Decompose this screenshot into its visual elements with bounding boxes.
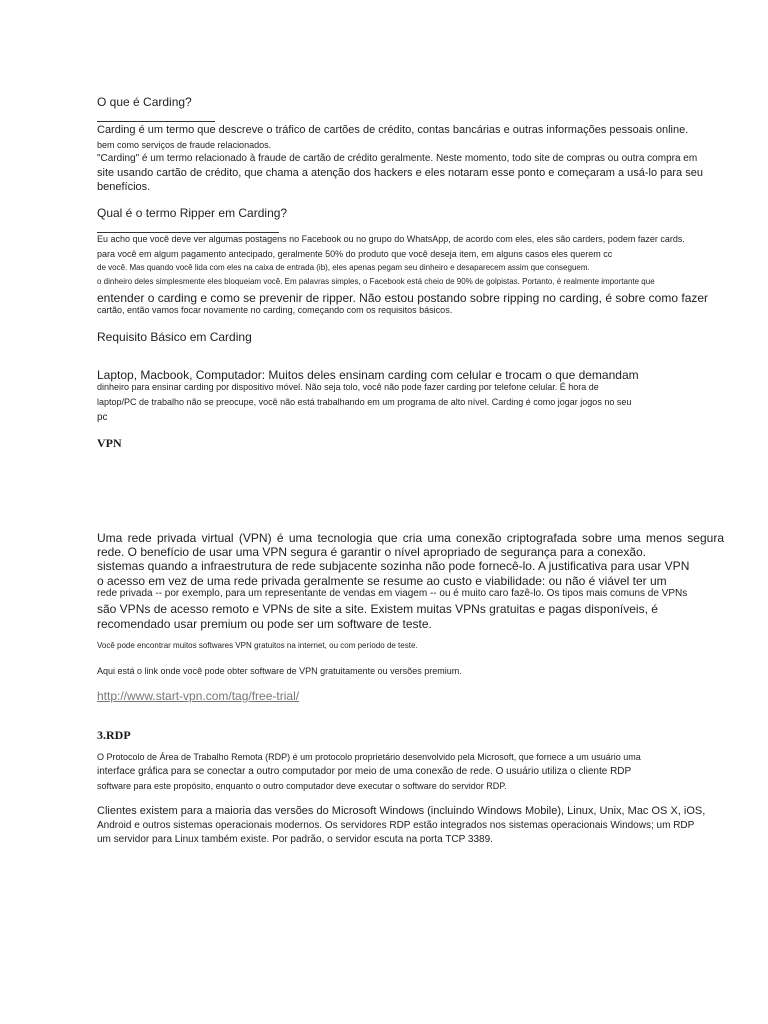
paragraph-line: um servidor para Linux também existe. Por padrão, o servidor escuta na porta TCP 3389.	[97, 834, 493, 845]
paragraph-line: de você. Mas quando você lida com eles na caixa de entrada (ib), eles apenas pegam seu dinheiro e desaparecem assim que conseguem.	[97, 263, 590, 272]
vpn-link-intro: Aqui está o link onde você pode obter software de VPN gratuitamente ou versões premium.	[97, 666, 462, 676]
paragraph-line: Clientes existem para a maioria das versões do Microsoft Windows (incluindo Windows Mobile), Linux, Unix, Mac OS X, iOS,	[97, 805, 706, 817]
paragraph-line: Android e outros sistemas operacionais modernos. Os servidores RDP estão integrados nos sistemas operacionais Windows; um RDP	[97, 820, 695, 831]
paragraph-line: cartão, então vamos focar novamente no carding, começando com os requisitos básicos.	[97, 305, 453, 315]
paragraph-line: o acesso em vez de uma rede privada geralmente se resume ao custo e viabilidade: ou não é viável ter um	[97, 574, 667, 588]
heading-vpn: VPN	[97, 436, 122, 450]
paragraph-line: Carding é um termo que descreve o tráfico de cartões de crédito, contas bancárias e outras informações pessoais online.	[97, 124, 689, 136]
paragraph-line: site usando cartão de crédito, que chama a atenção dos hackers e eles notaram esse ponto e começaram a usá-lo para seu	[97, 167, 703, 179]
paragraph-line: benefícios.	[97, 181, 151, 193]
paragraph-line: sistemas quando a infraestrutura de rede subjacente sozinha não pode fornecê-lo. A justificativa para usar VPN	[97, 559, 690, 573]
heading-carding: O que é Carding?	[97, 95, 192, 109]
paragraph-line: bem como serviços de fraude relacionados.	[97, 140, 272, 150]
heading-requisito: Requisito Básico em Carding	[97, 330, 252, 344]
paragraph-line: Laptop, Macbook, Computador: Muitos deles ensinam carding com celular e trocam o que demandam	[97, 368, 639, 382]
paragraph-line: para você em algum pagamento antecipado, geralmente 50% do produto que você deseja item, em alguns casos eles querem cc	[97, 249, 613, 259]
heading-underline	[97, 232, 279, 233]
paragraph-line: O Protocolo de Área de Trabalho Remota (RDP) é um protocolo proprietário desenvolvido pela Microsoft, que fornece a um usuário uma	[97, 752, 641, 762]
paragraph-line: pc	[97, 412, 108, 423]
paragraph-line: rede privada -- por exemplo, para um representante de vendas em viagem -- ou é muito caro fazê-lo. Os tipos mais comuns de VPNs	[97, 588, 688, 599]
heading-rdp: 3.RDP	[97, 728, 131, 742]
paragraph-line: entender o carding e como se prevenir de ripper. Não estou postando sobre ripping no carding, é sobre como fazer	[97, 291, 709, 305]
paragraph-line: software para este propósito, enquanto o outro computador deve executar o software do servidor RDP.	[97, 781, 507, 791]
paragraph-line: o dinheiro deles simplesmente eles bloqueiam você. Em palavras simples, o Facebook está cheio de 90% de golpistas. Portanto, é realmente importante que	[97, 277, 655, 286]
paragraph-line: Uma rede privada virtual (VPN) é uma tecnologia que cria uma conexão criptografada sobre uma menos segura	[97, 531, 724, 545]
paragraph-line: interface gráfica para se conectar a outro computador por meio de uma conexão de rede. O usuário utiliza o cliente RDP	[97, 766, 632, 777]
paragraph-line: recomendado usar premium ou pode ser um software de teste.	[97, 617, 432, 631]
heading-underline	[97, 121, 215, 122]
vpn-note: Você pode encontrar muitos softwares VPN gratuitos na internet, ou com período de teste.	[97, 641, 418, 650]
paragraph-line-container	[97, 532, 724, 544]
paragraph-line: rede. O benefício de usar uma VPN segura é garantir o nível apropriado de segurança para a conexão.	[97, 545, 647, 559]
heading-ripper: Qual é o termo Ripper em Carding?	[97, 206, 288, 220]
vpn-trial-link[interactable]: http://www.start-vpn.com/tag/free-trial/	[97, 689, 300, 703]
paragraph-line: Eu acho que você deve ver algumas postagens no Facebook ou no grupo do WhatsApp, de acordo com eles, eles são carders, podem fazer cards.	[97, 234, 685, 244]
paragraph-line: laptop/PC de trabalho não se preocupe, você não está trabalhando em um programa de alto nível. Carding é como jogar jogos no seu	[97, 397, 632, 407]
paragraph-line: são VPNs de acesso remoto e VPNs de site a site. Existem muitas VPNs gratuitas e pagas disponíveis, é	[97, 602, 658, 616]
paragraph-line: dinheiro para ensinar carding por dispositivo móvel. Não seja tolo, você não pode fazer carding por telefone celular. É hora de	[97, 382, 599, 392]
paragraph-line: "Carding" é um termo relacionado à fraude de cartão de crédito geralmente. Neste momento, todo site de compras ou outra compra em	[97, 153, 698, 164]
